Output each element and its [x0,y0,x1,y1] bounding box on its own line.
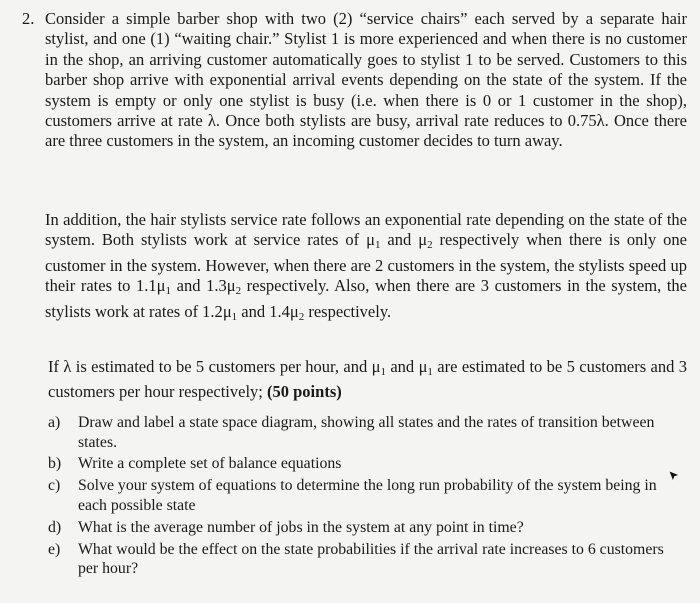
paragraph-parameters [48,357,687,403]
text-segment: respectively when there is only one customer in the system. However, when there are 2 customers in the system, the stylists speed up their rates to 1.1 [45,230,687,296]
mu-symbol: μ [226,276,236,296]
text-segment: If λ is estimated to be 5 customers per hour, and [48,357,372,376]
subscript-2: 2 [298,310,305,323]
list-item-letter: c) [48,477,61,495]
list-item-text: What is the average number of jobs in the system at any point in time? [78,518,524,536]
subscript-1: 1 [380,366,386,378]
text-segment: respectively. [304,301,392,321]
points-label: (50 points) [267,382,342,402]
list-item-text: What would be the effect on the state probabilities if the arrival rate increases to 6 customers per hour? [78,540,664,578]
text-segment: and 1.4 [237,301,290,321]
list-item-text: Write a complete set of balance equations [78,455,342,473]
list-item-letter: d) [48,518,62,536]
paragraph-service-rates [45,210,687,327]
list-item [48,540,668,579]
subscript-1: 1 [231,310,238,323]
text-segment: In addition, the hair stylists service rate follows an exponential rate depending on the state of the system. Both stylists work at service rates of [45,210,687,250]
subscript-1: 1 [374,239,381,252]
mu-symbol: μ [371,357,381,376]
subscript-2: 2 [235,285,242,298]
subscript-2: 2 [427,239,433,252]
list-item-letter: a) [48,414,61,431]
text-segment: respectively. Also, when there are 3 customers in the system, the stylists work at rates of 1.2 [45,276,688,321]
list-item [48,476,668,515]
subscript-1: 1 [165,285,172,298]
text-segment: and [385,357,419,376]
text-segment: are estimated to be 5 customers and 3 customers per hour respectively; [48,357,687,402]
mu-symbol: μ [366,230,375,250]
subscript-1: 1 [427,366,433,378]
list-item-letter: b) [48,455,62,473]
mu-symbol: μ [222,301,232,321]
question-number: 2. [22,9,35,28]
list-item [48,518,668,538]
mouse-pointer-icon [668,470,680,482]
mu-symbol: μ [289,301,299,321]
mu-symbol: μ [156,276,166,296]
list-item-text: Draw and label a state space diagram, showing all states and the rates of transition between states. [78,414,655,451]
mu-symbol: μ [418,357,428,376]
text-segment: and [380,230,419,250]
list-item [48,413,668,452]
paragraph-problem-setup: Consider a simple barber shop with two (2) “service chairs” each served by a separate hair stylist, and one (1) “waiting chair.” Stylist 1 is more experienced and when there is no customer in the shop, an arriving customer automatically goes to stylist 1 to be served. Customers to this barber shop arrive with exponential arrival events depending on the state of the system. If the system is empty or only one stylist is busy (i.e. when there is 0 or 1 customer in the shop), customers arrive at rate λ. Once both stylists are busy, arrival rate reduces to 0.75λ. Once there are three customers in the system, an incoming customer decides to turn away. [45,9,687,151]
list-item [48,454,668,474]
text-segment: and 1.3 [171,276,227,296]
sub-question-list [48,413,668,581]
list-item-letter: e) [48,540,61,558]
list-item-text: Solve your system of equations to determine the long run probability of the system being in each possible state [78,477,657,514]
mu-symbol: μ [418,230,428,250]
